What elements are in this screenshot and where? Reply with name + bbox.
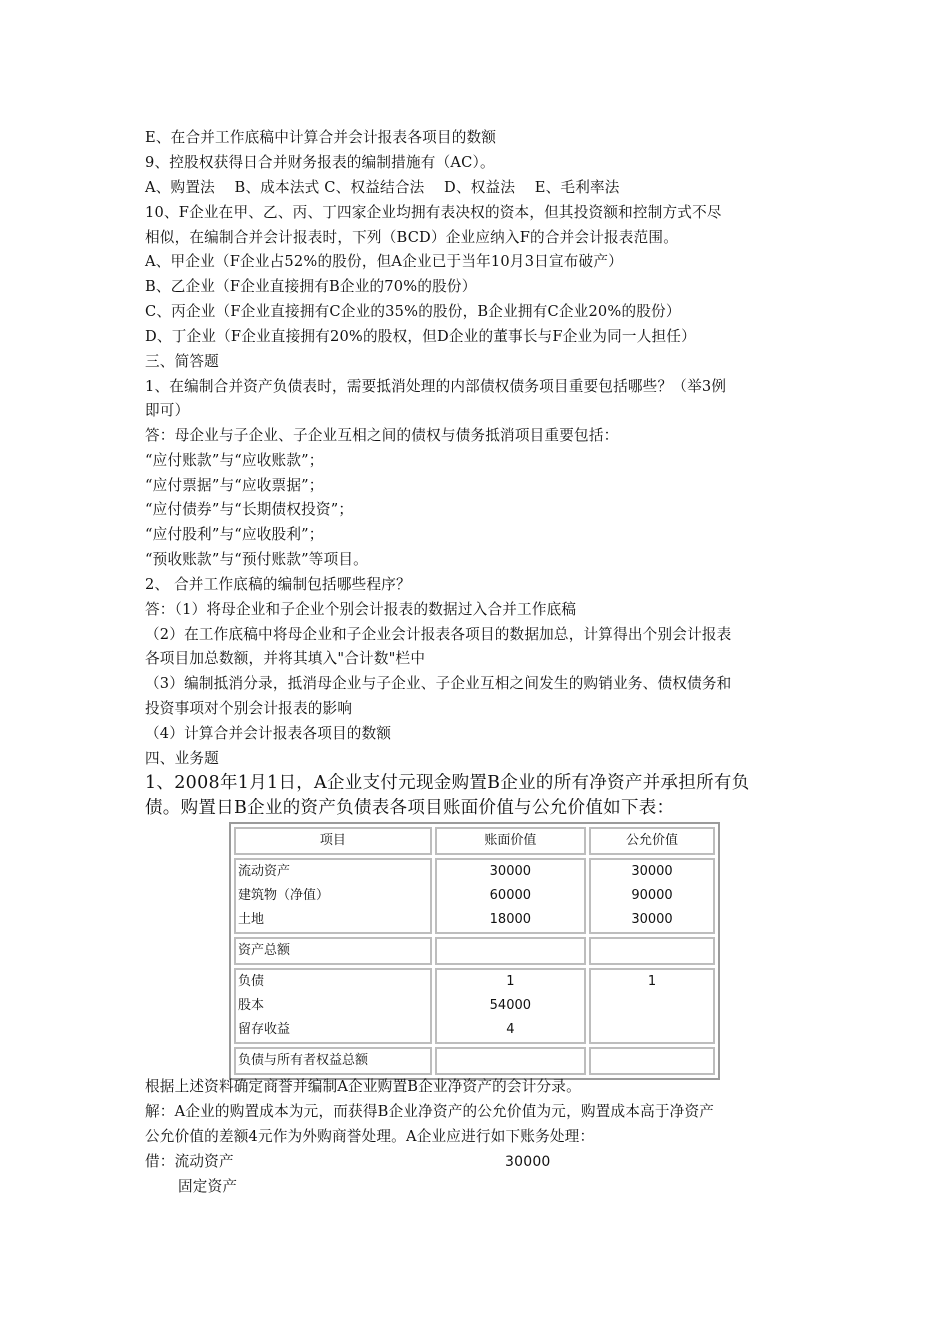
- liability-fair-values: [589, 968, 715, 1044]
- table-cell: 股本: [238, 998, 265, 1013]
- table-header-row: [234, 827, 715, 855]
- table-row: [234, 858, 715, 934]
- problem-1-line1: 1、2008年1月1日，A企业支付元现金购置B企业的所有净资产并承担所有负: [145, 773, 750, 793]
- asset-book-values: [435, 858, 586, 934]
- table-cell: 流动资产: [238, 864, 291, 879]
- answer-2-step: 答：（1）将母企业和子企业个别会计报表的数据过入合并工作底稿: [145, 601, 577, 618]
- table-row: [234, 968, 715, 1044]
- table-row: [234, 1047, 715, 1075]
- text-line: E、在合并工作底稿中计算合并会计报表各项目的数额: [145, 129, 497, 146]
- table-row: [234, 937, 715, 965]
- journal-debit-label: 借：流动资产: [145, 1153, 234, 1170]
- table-cell: [593, 994, 711, 1018]
- liability-items: [234, 968, 432, 1044]
- table-cell: 1: [506, 974, 515, 989]
- header-item: 项目: [234, 827, 432, 855]
- option-c: C、丙企业（F企业直接拥有C企业的35%的股份，B企业拥有C企业20%的股份）: [145, 303, 681, 320]
- balance-sheet-table: [229, 822, 720, 1080]
- table-cell: [435, 1047, 586, 1075]
- asset-items: [234, 858, 432, 934]
- header-fair-value: 公允价值: [589, 827, 715, 855]
- question-9-options: A、购置法 B、成本法式 C、权益结合法 D、权益法 E、毛利率法: [145, 179, 620, 196]
- header-book-value: 账面价值: [435, 827, 586, 855]
- solution-line2: 公允价值的差额4元作为外购商誉处理。A企业应进行如下账务处理：: [145, 1128, 595, 1145]
- table-cell: 90000: [631, 888, 673, 903]
- short-question-1: 1、在编制合并资产负债表时，需要抵消处理的内部债权债务项目重要包括哪些？（举3例: [145, 378, 727, 395]
- answer-2-step: （3）编制抵消分录，抵消母企业与子企业、子企业互相之间发生的购销业务、债权债务和: [145, 675, 732, 692]
- answer-1-item: “应付票据”与“应收票据”；: [145, 477, 324, 494]
- answer-1-item: “预收账款”与“预付账款”等项目。: [145, 551, 368, 568]
- short-question-1-cont: 即可）: [145, 402, 190, 419]
- asset-fair-values: [589, 858, 715, 934]
- answer-2-step-cont: 投资事项对个别会计报表的影响: [145, 700, 353, 717]
- section-heading: 四、业务题: [145, 750, 219, 767]
- total-assets-label: 资产总额: [234, 937, 432, 965]
- short-question-2: 2、 合并工作底稿的编制包括哪些程序？: [145, 576, 411, 593]
- journal-debit-amount: 30000: [505, 1154, 551, 1170]
- answer-1: 答：母企业与子企业、子企业互相之间的债权与债务抵消项目重要包括：: [145, 427, 619, 444]
- table-cell: 负债: [238, 974, 265, 989]
- table-cell: [593, 1018, 711, 1042]
- table-cell: 60000: [489, 888, 532, 903]
- answer-2-step: （4）计算合并会计报表各项目的数额: [145, 725, 392, 742]
- table-cell: 54000: [489, 998, 532, 1013]
- problem-1-line2: 债。购置日B企业的资产负债表各项目账面价值与公允价值如下表：: [145, 798, 675, 818]
- table-cell: 4: [506, 1022, 515, 1037]
- table-cell: [435, 937, 586, 965]
- table-cell: 留存收益: [238, 1022, 291, 1037]
- table-cell: 30000: [489, 864, 532, 879]
- question-9: 9、控股权获得日合并财务报表的编制措施有（AC）。: [145, 154, 495, 171]
- table-cell: 30000: [631, 864, 673, 879]
- answer-2-step: （2）在工作底稿中将母企业和子企业会计报表各项目的数据加总，计算得出个别会计报表: [145, 626, 732, 643]
- answer-1-item: “应付债券”与“长期债权投资”；: [145, 501, 354, 518]
- answer-2-step-cont: 各项目加总数额，并将其填入"合计数"栏中: [145, 650, 426, 667]
- table-cell: [589, 937, 715, 965]
- table-cell: 土地: [238, 912, 265, 927]
- table-cell: 建筑物（净值）: [238, 888, 330, 903]
- question-10-line1: 10、F企业在甲、乙、丙、丁四家企业均拥有表决权的资本，但其投资额和控制方式不尽: [145, 204, 722, 221]
- table-cell: 18000: [489, 912, 532, 927]
- problem-instruction: 根据上述资料确定商誉并编制A企业购置B企业净资产的会计分录。: [145, 1078, 581, 1095]
- question-10-line2: 相似，在编制合并会计报表时，下列（BCD）企业应纳入F的合并会计报表范围。: [145, 229, 678, 246]
- answer-1-item: “应付账款”与“应收账款”；: [145, 452, 324, 469]
- liability-book-values: [435, 968, 586, 1044]
- journal-account: 固定资产: [178, 1178, 238, 1195]
- answer-1-item: “应付股利”与“应收股利”；: [145, 526, 324, 543]
- option-d: D、丁企业（F企业直接拥有20%的股权，但D企业的董事长与F企业为同一人担任）: [145, 328, 696, 345]
- table-cell: [589, 1047, 715, 1075]
- table-cell: 1: [647, 974, 657, 989]
- solution-line1: 解：A企业的购置成本为元，而获得B企业净资产的公允价值为元，购置成本高于净资产: [145, 1103, 715, 1120]
- section-heading: 三、简答题: [145, 353, 219, 370]
- option-a: A、甲企业（F企业占52%的股份，但A企业已于当年10月3日宣布破产）: [145, 253, 623, 270]
- option-b: B、乙企业（F企业直接拥有B企业的70%的股份）: [145, 278, 477, 295]
- total-liab-equity-label: 负债与所有者权益总额: [234, 1047, 432, 1075]
- table-cell: 30000: [631, 912, 673, 927]
